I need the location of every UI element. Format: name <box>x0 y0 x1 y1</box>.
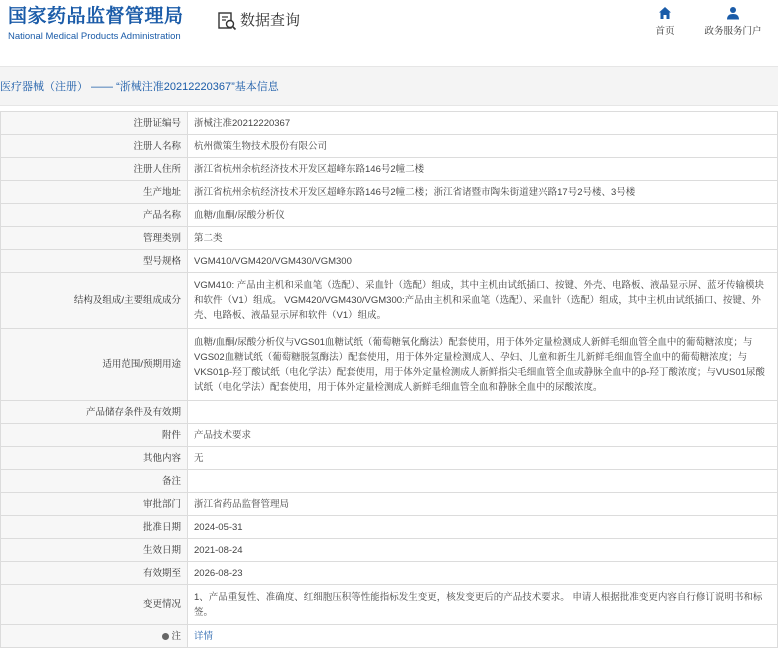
table-row <box>1 539 778 562</box>
data-query-title: 数据查询 <box>240 12 301 29</box>
field-label: 审批部门 <box>1 493 188 516</box>
field-label: 注册证编号 <box>1 112 188 135</box>
home-icon <box>658 6 672 20</box>
note-label-cell <box>1 625 188 648</box>
field-value: VGM410: 产品由主机和采血笔（选配）、采血针（选配）组成，其中主机由试纸插口、按键、外壳、电路板、液晶显示屏、蓝牙传输模块和软件（V1）组成。 VGM420/VGM430/VGM300:产品由主机和采血笔（选配）、采血针（选配）组成，其中主机由试纸插口、按键、外壳、电路板、液晶显示屏和软件（V1）组成。 <box>188 273 778 329</box>
table-row <box>1 181 778 204</box>
field-value <box>188 401 778 424</box>
field-value: 无 <box>188 447 778 470</box>
field-value: 浙江省药品监督管理局 <box>188 493 778 516</box>
field-value: 血糖/血酮/尿酸分析仪 <box>188 204 778 227</box>
table-row <box>1 204 778 227</box>
table-row <box>1 329 778 401</box>
table-row <box>1 562 778 585</box>
field-value: 浙械注准20212220367 <box>188 112 778 135</box>
table-row <box>1 470 778 493</box>
field-label: 型号规格 <box>1 250 188 273</box>
data-query-section <box>217 11 300 31</box>
field-label: 生效日期 <box>1 539 188 562</box>
field-value: 1、产品重复性、准确度、红细胞压积等性能指标发生变更，核发变更后的产品技术要求。 申请人根据批准变更内容自行修订说明书和标签。 <box>188 585 778 625</box>
field-label: 产品名称 <box>1 204 188 227</box>
table-row <box>1 585 778 625</box>
table-row <box>1 135 778 158</box>
table-row <box>1 493 778 516</box>
table-row <box>1 401 778 424</box>
field-label: 适用范围/预期用途 <box>1 329 188 401</box>
field-value: 杭州微策生物技术股份有限公司 <box>188 135 778 158</box>
field-label: 管理类别 <box>1 227 188 250</box>
field-label: 生产地址 <box>1 181 188 204</box>
table-row <box>1 516 778 539</box>
record-title: 医疗器械（注册） —— “浙械注准20212220367”基本信息 <box>0 81 279 93</box>
field-value: 浙江省杭州余杭经济技术开发区超峰东路146号2幢二楼；浙江省诸暨市陶朱街道建兴路17号2号楼、3号楼 <box>188 181 778 204</box>
table-row <box>1 112 778 135</box>
field-label: 结构及组成/主要组成成分 <box>1 273 188 329</box>
field-label: 注册人住所 <box>1 158 188 181</box>
field-label: 批准日期 <box>1 516 188 539</box>
nav-home[interactable] <box>651 6 679 38</box>
nav-government-service-label: 政务服务门户 <box>704 26 762 37</box>
note-icon <box>162 633 169 640</box>
details-link[interactable]: 详情 <box>194 630 214 642</box>
registration-detail-table <box>0 111 778 648</box>
field-value <box>188 625 778 648</box>
table-row <box>1 158 778 181</box>
field-label: 注 <box>171 630 181 642</box>
field-value: 血糖/血酮/尿酸分析仪与VGS01血糖试纸（葡萄糖氧化酶法）配套使用，用于体外定量检测成人新鲜毛细血管全血中的葡萄糖浓度；与VGS02血糖试纸（葡萄糖脱氢酶法）配套使用，用于体外定量检测成人、孕妇、儿童和新生儿新鲜毛细血管全血中的葡萄糖浓度；与VKS01β-羟丁酸试纸（电化学法）配套使用，用于体外定量检测成人新鲜指尖毛细血管全血或静脉全血中的β-羟丁酸浓度；与VUS01尿酸试纸（电化学法）配套使用，用于体外定量检测成人新鲜毛细血管全血和静脉全血中的尿酸浓度。 <box>188 329 778 401</box>
site-logo[interactable] <box>8 6 184 43</box>
logo-chinese-name: 国家药品监督管理局 <box>8 6 184 27</box>
nav-government-service-portal[interactable] <box>700 6 766 38</box>
field-label: 变更情况 <box>1 585 188 625</box>
table-row <box>1 447 778 470</box>
field-value: 2024-05-31 <box>188 516 778 539</box>
field-value: 2026-08-23 <box>188 562 778 585</box>
record-title-bar <box>0 66 778 106</box>
field-value <box>188 470 778 493</box>
user-icon <box>726 6 740 20</box>
field-value: 第二类 <box>188 227 778 250</box>
logo-english-name: National Medical Products Administration <box>8 31 181 42</box>
field-label: 有效期至 <box>1 562 188 585</box>
field-value: 2021-08-24 <box>188 539 778 562</box>
table-row <box>1 250 778 273</box>
field-value: 浙江省杭州余杭经济技术开发区超峰东路146号2幢二楼 <box>188 158 778 181</box>
table-row <box>1 424 778 447</box>
field-value: 产品技术要求 <box>188 424 778 447</box>
field-value: VGM410/VGM420/VGM430/VGM300 <box>188 250 778 273</box>
table-row <box>1 625 778 648</box>
nav-home-label: 首页 <box>655 26 675 37</box>
field-label: 附件 <box>1 424 188 447</box>
data-query-icon <box>217 11 237 31</box>
site-header <box>0 0 778 60</box>
field-label: 产品储存条件及有效期 <box>1 401 188 424</box>
table-row <box>1 273 778 329</box>
field-label: 注册人名称 <box>1 135 188 158</box>
table-row <box>1 227 778 250</box>
field-label: 其他内容 <box>1 447 188 470</box>
field-label: 备注 <box>1 470 188 493</box>
